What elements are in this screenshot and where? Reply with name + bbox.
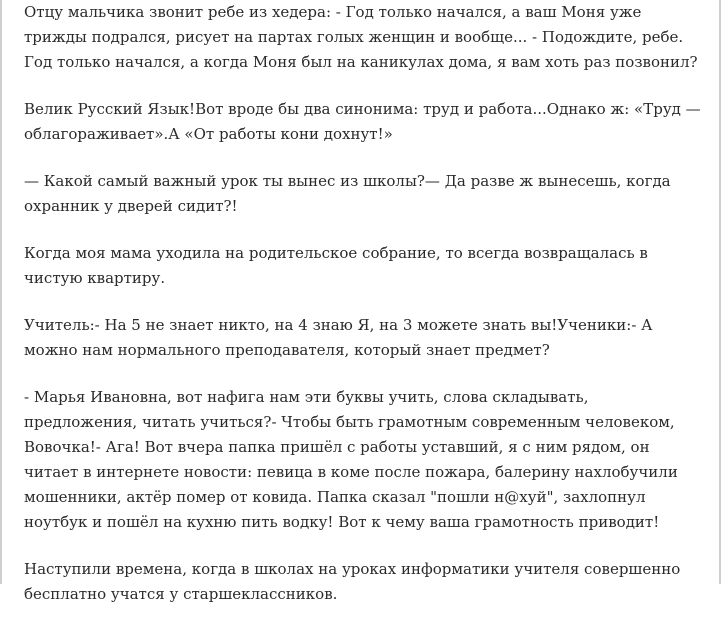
joke-paragraph-3: — Какой самый важный урок ты вынес из школы?— Да разве ж вынесешь, когда охранник у дверей сидит?!: [24, 172, 671, 215]
joke-article: [24, 0, 704, 629]
joke-paragraph-1: Отцу мальчика звонит ребе из хедера: - Год только начался, а ваш Моня уже трижды подрался, рисует на партах голых женщин и вообще... - Подождите, ребе. Год только начался, а когда Моня был на каникулах дома, я вам хоть раз позвонил?: [24, 3, 698, 71]
joke-paragraph-4: Когда моя мама уходила на родительское собрание, то всегда возвращалась в чистую квартиру.: [24, 244, 648, 287]
joke-paragraph-7: Наступили времена, когда в школах на уроках информатики учителя совершенно бесплатно учатся у старшеклассников.: [24, 560, 681, 603]
joke-paragraph-2: Велик Русский Язык!Вот вроде бы два синонима: труд и работа...Однако ж: «Труд — облагораживает».А «От работы кони дохнут!»: [24, 100, 701, 143]
joke-paragraph-6: - Марья Ивановна, вот нафига нам эти буквы учить, слова складывать, предложения, читать учиться?- Чтобы быть грамотным современным человеком, Вовочка!- Ага! Вот вчера папка пришёл с работы уставший, я с ним рядом, он читает в интернете новости: певица в коме после пожара, балерину нахлобучили мошенники, актёр помер от ковида. Папка сказал "пошли н@хуй", захлопнул ноутбук и пошёл на кухню пить водку! Вот к чему ваша грамотность приводит!: [24, 388, 678, 531]
joke-paragraph-5: Учитель:- На 5 не знает никто, на 4 знаю Я, на 3 можете знать вы!Ученики:- А можно нам нормального преподавателя, который знает предмет?: [24, 316, 653, 359]
